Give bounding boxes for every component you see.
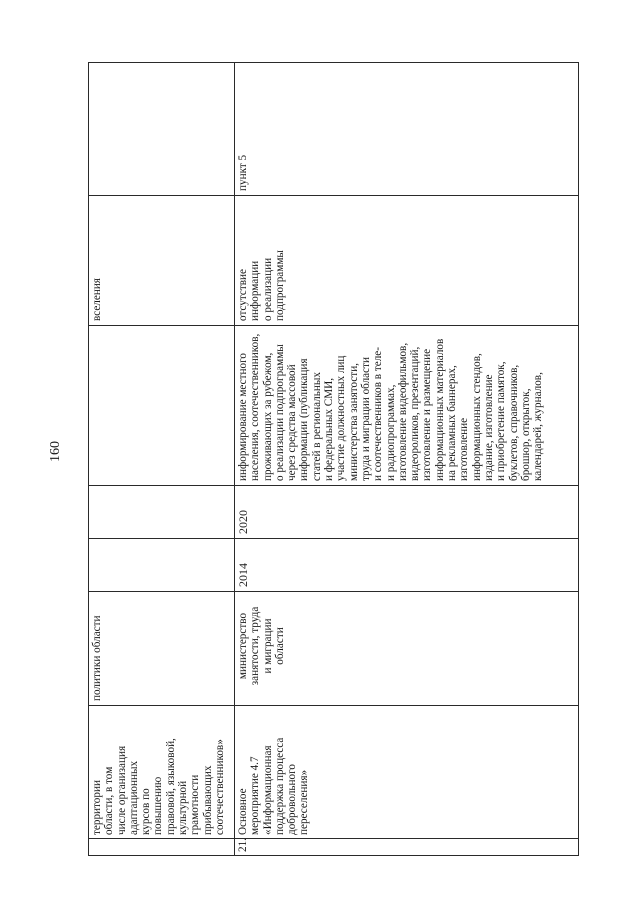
table-border — [88, 62, 579, 63]
table-border — [578, 62, 579, 855]
expected-result: информирование местного населения, соотечественников, проживающих за рубежом, о реализации подпрограммы через средства массовой информации (публикация статей в региональных и федеральных СМИ, участие должностных лиц министерства занятости, труда и миграции области и соотечественников в теле- и радиопрограммах, изготовление видеофильмов, видеороликов, презентаций, изготовление и размещение информационных материалов на рекламных баннерах, изготовление информационных стендов, издание, изготовление и приобретение памяток, буклетов, справочников, брошюр, открыток, календарей, журналов, — [237, 333, 545, 481]
end-year: 2020 — [236, 510, 250, 534]
column-divider — [88, 485, 579, 486]
row-number: 21. — [237, 838, 249, 852]
table-border — [88, 62, 89, 855]
page-number: 160 — [48, 441, 63, 462]
column-divider — [88, 195, 579, 196]
prev-row-result: вселения — [91, 278, 103, 321]
reference: пункт 5 — [237, 154, 249, 191]
consequence: отсутствие информации о реализации подпрограммы — [237, 250, 286, 321]
row-divider — [234, 62, 235, 855]
prev-row-event: территории области, в том числе организация адаптационных курсов по повышению правовой, языковой, культурной грамотности прибывающих соотечественников» — [91, 738, 226, 835]
column-divider — [88, 591, 579, 592]
table-border — [88, 855, 579, 856]
executor: министерство занятости, труда и миграции области — [237, 606, 286, 686]
column-divider — [88, 538, 579, 539]
column-divider — [88, 838, 579, 839]
column-divider — [88, 705, 579, 706]
event-name: Основное мероприятие 4.7 «Информационная поддержка процесса добровольного переселения» — [237, 737, 311, 835]
start-year: 2014 — [236, 563, 250, 587]
prev-row-executor: политики области — [91, 615, 103, 701]
